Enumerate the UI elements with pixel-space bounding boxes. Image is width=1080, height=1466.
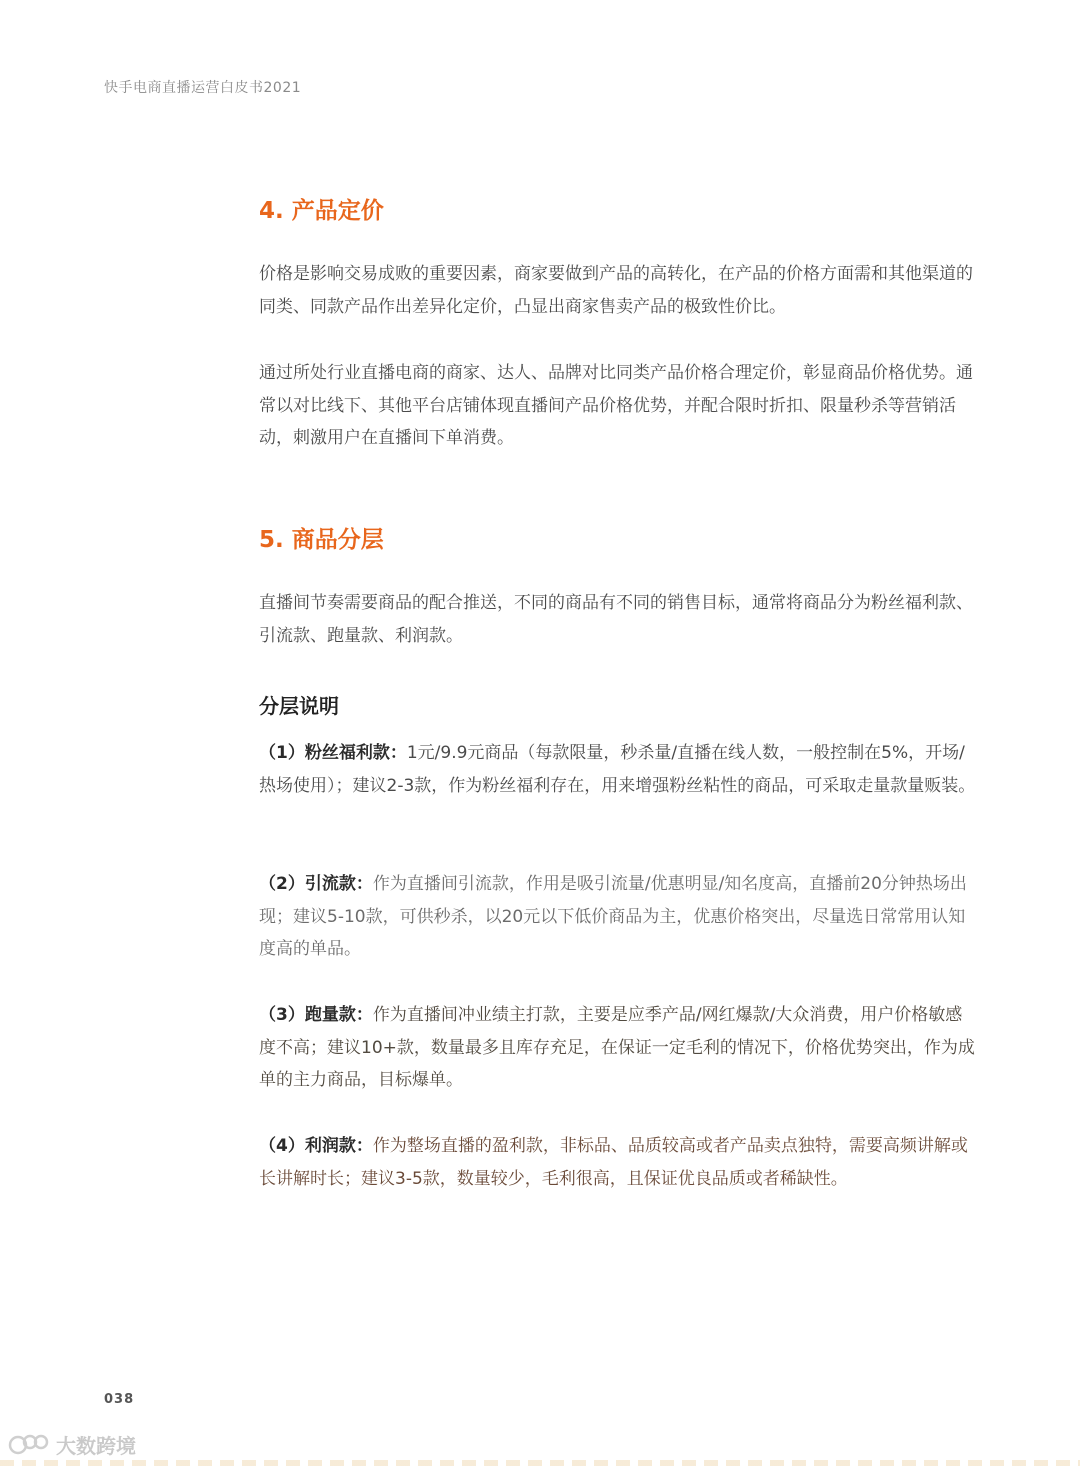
tier-item-fan-benefit xyxy=(259,737,979,802)
tiering-subheading: 分层说明 xyxy=(259,694,339,718)
watermark-text: 大数跨境 xyxy=(56,1434,136,1458)
watermark-logo-icon xyxy=(8,1432,50,1458)
page-number: 038 xyxy=(104,1392,135,1407)
tier-item-text: 作为直播间冲业绩主打款，主要是应季产品/网红爆款/大众消费，用户价格敏感度不高；建议10+款，数量最多且库存充足，在保证一定毛利的情况下，价格优势突出，作为成单的主力商品，目标爆单。 xyxy=(259,1005,975,1090)
tier-item-profit xyxy=(259,1130,979,1195)
tier-item-text: 1元/9.9元商品（每款限量，秒杀量/直播在线人数，一般控制在5%，开场/热场使用）；建议2-3款，作为粉丝福利存在，用来增强粉丝粘性的商品，可采取走量款量贩装。 xyxy=(259,743,976,796)
tier-item-label: （4）利润款： xyxy=(259,1136,373,1156)
tier-item-text: 作为直播间引流款，作用是吸引流量/优惠明显/知名度高，直播前20分钟热场出现；建议5-10款，可供秒杀，以20元以下低价商品为主，优惠价格突出，尽量选日常常用认知度高的单品。 xyxy=(259,874,967,959)
tier-item-label: （2）引流款： xyxy=(259,874,373,894)
running-header: 快手电商直播运营白皮书2021 xyxy=(104,80,302,96)
watermark xyxy=(8,1430,136,1459)
section-title-tiering: 5. 商品分层 xyxy=(259,527,384,553)
tier-item-text: 作为整场直播的盈利款，非标品、品质较高或者产品卖点独特，需要高频讲解或长讲解时长；建议3-5款，数量较少，毛利很高，且保证优良品质或者稀缺性。 xyxy=(259,1136,968,1189)
tier-item-label: （1）粉丝福利款： xyxy=(259,743,407,763)
tier-item-traffic xyxy=(259,868,979,966)
pricing-paragraph-1: 价格是影响交易成败的重要因素，商家要做到产品的高转化，在产品的价格方面需和其他渠道的同类、同款产品作出差异化定价，凸显出商家售卖产品的极致性价比。 xyxy=(259,264,973,317)
section-title-pricing: 4. 产品定价 xyxy=(259,198,384,224)
tiering-intro: 直播间节奏需要商品的配合推送，不同的商品有不同的销售目标，通常将商品分为粉丝福利款、引流款、跑量款、利润款。 xyxy=(259,593,973,646)
bottom-decorative-strip xyxy=(0,1460,1080,1466)
pricing-paragraph-2: 通过所处行业直播电商的商家、达人、品牌对比同类产品价格合理定价，彰显商品价格优势。通常以对比线下、其他平台店铺体现直播间产品价格优势，并配合限时折扣、限量秒杀等营销活动，刺激用户在直播间下单消费。 xyxy=(259,363,973,448)
tier-item-volume xyxy=(259,999,979,1097)
tier-item-label: （3）跑量款： xyxy=(259,1005,373,1025)
